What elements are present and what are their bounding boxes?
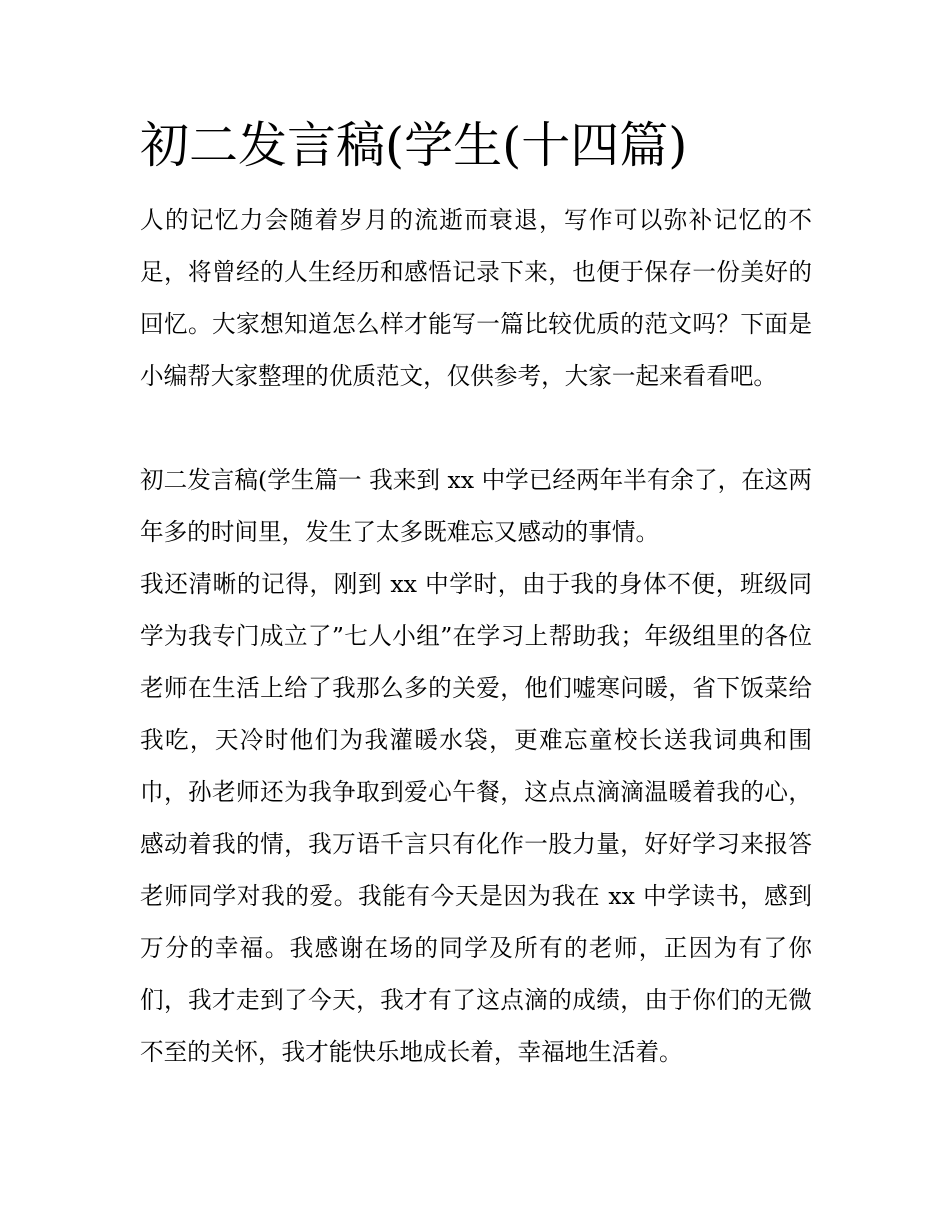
paragraph-opening: 初二发言稿(学生篇一 我来到 xx 中学已经两年半有余了，在这两年多的时间里，发生了太多既难忘又感动的事情。 (140, 466, 812, 546)
paragraph-main: 我还清晰的记得，刚到 xx 中学时，由于我的身体不便，班级同学为我专门成立了”七人小组”在学习上帮助我；年级组里的各位老师在生活上给了我那么多的关爱，他们嘘寒问暖，省下饭菜给我吃，天冷时他们为我灌暖水袋，更难忘童校长送我词典和围巾，孙老师还为我争取到爱心午餐，这点点滴滴温暖着我的心，感动着我的情，我万语千言只有化作一股力量，好好学习来报答老师同学对我的爱。我能有今天是因为我在 xx 中学读书，感到万分的幸福。我感谢在场的同学及所有的老师，正因为有了你们，我才走到了今天，我才有了这点滴的成绩，由于你们的无微不至的关怀，我才能快乐地成长着，幸福地生活着。 (140, 570, 812, 1066)
paragraph-intro: 人的记忆力会随着岁月的流逝而衰退，写作可以弥补记忆的不足，将曾经的人生经历和感悟记录下来，也便于保存一份美好的回忆。大家想知道怎么样才能写一篇比较优质的范文吗？下面是小编帮大家整理的优质范文，仅供参考，大家一起来看看吧。 (140, 206, 812, 390)
page-title: 初二发言稿(学生(十四篇) (140, 117, 688, 174)
